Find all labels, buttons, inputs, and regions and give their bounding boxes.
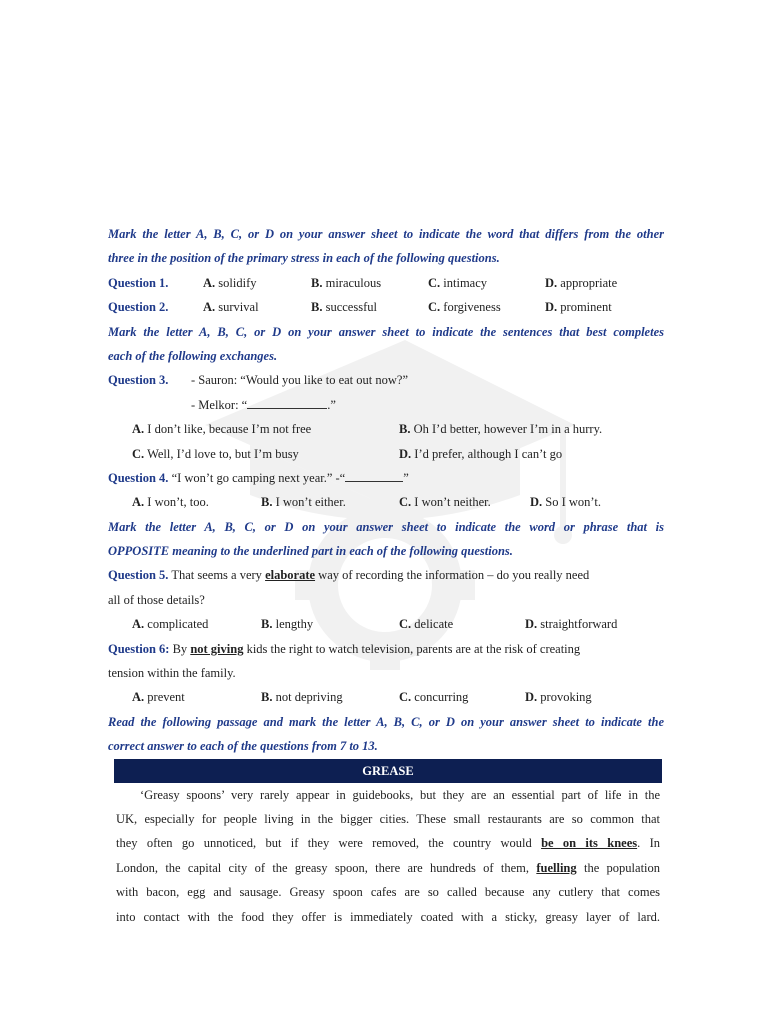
underlined-phrase: not giving xyxy=(190,641,244,656)
opposite-instruction-line2: OPPOSITE meaning to the underlined part in each of the following questions. xyxy=(108,544,513,559)
stress-instruction-line1: Mark the letter A, B, C, or D on your answer sheet to indicate the word that differs from the other xyxy=(108,227,664,241)
question-5-option-d: D. straightforward xyxy=(525,617,618,632)
passage-title-bar: GREASE xyxy=(114,759,662,783)
passage-line-4: London, the capital city of the greasy spoon, there are hundreds of them, fuelling the population xyxy=(116,860,660,875)
question-2-label: Question 2. xyxy=(108,300,169,315)
question-6-option-b: B. not depriving xyxy=(261,690,343,705)
question-4-option-a: A. I won’t, too. xyxy=(132,495,209,510)
question-4-label: Question 4. xyxy=(108,470,169,485)
question-4 xyxy=(108,466,664,490)
question-5: Question 5. That seems a very elaborate way of recording the information – do you really need xyxy=(108,568,590,583)
question-3-dialogue-line2: - Melkor: “ .” xyxy=(191,397,336,412)
question-3-option-c: C. Well, I’d love to, but I’m busy xyxy=(132,446,299,461)
question-5-label: Question 5. xyxy=(108,568,169,583)
question-1-option-c: C. intimacy xyxy=(428,275,488,290)
reading-instruction-line1: Read the following passage and mark the letter A, B, C, or D on your answer sheet to indicate the xyxy=(108,714,664,729)
question-5-line2: all of those details? xyxy=(108,592,205,607)
exchange-instruction-line2: each of the following exchanges. xyxy=(108,348,278,363)
underlined-word: fuelling xyxy=(536,860,577,875)
reading-passage xyxy=(116,783,660,929)
question-5-option-b: B. lengthy xyxy=(261,617,314,632)
question-2-option-c: C. forgiveness xyxy=(428,300,501,315)
underlined-word: elaborate xyxy=(265,568,316,583)
question-3-option-d: D. I’d prefer, although I can’t go xyxy=(399,446,563,461)
question-2-option-a: A. survival xyxy=(203,300,259,315)
question-6-options xyxy=(108,685,664,709)
question-3-option-a: A. I don’t like, because I’m not free xyxy=(132,422,312,437)
question-5-option-a: A. complicated xyxy=(132,617,209,632)
question-1-label: Question 1. xyxy=(108,275,169,290)
exchange-instruction-line1: Mark the letter A, B, C, or D on your answer sheet to indicate the sentences that best completes xyxy=(108,324,664,339)
question-6-option-d: D. provoking xyxy=(525,690,592,705)
underlined-phrase: be on its knees xyxy=(541,836,638,851)
question-3-line2 xyxy=(108,393,664,417)
question-5-option-c: C. delicate xyxy=(399,617,454,632)
question-4-options xyxy=(108,490,664,514)
question-3-options-row1 xyxy=(108,417,664,441)
passage-line-3: they often go unnoticed, but if they were removed, the country would be on its knees. In xyxy=(116,836,660,851)
opposite-instruction-line1: Mark the letter A, B, C, or D on your answer sheet to indicate the word or phrase that is xyxy=(108,519,664,534)
question-2 xyxy=(108,295,664,319)
question-2-option-b: B. successful xyxy=(311,300,377,315)
question-1-option-b: B. miraculous xyxy=(311,275,382,290)
question-4-option-d: D. So I won’t. xyxy=(530,495,601,510)
question-3-options-row2 xyxy=(108,442,664,466)
question-4-option-b: B. I won’t either. xyxy=(261,495,346,510)
question-4-option-c: C. I won’t neither. xyxy=(399,495,491,510)
question-2-option-d: D. prominent xyxy=(545,300,612,315)
passage-line-5: with bacon, egg and sausage. Greasy spoon cafes are so called because any cutlery that comes xyxy=(116,885,660,900)
exam-content xyxy=(108,222,664,929)
question-6-line2: tension within the family. xyxy=(108,666,236,681)
question-3-dialogue-line1: - Sauron: “Would you like to eat out now?” xyxy=(191,373,408,388)
stress-instruction-line2: three in the position of the primary stress in each of the following questions. xyxy=(108,251,500,266)
question-3-label: Question 3. xyxy=(108,373,169,388)
question-3-option-b: B. Oh I’d better, however I’m in a hurry. xyxy=(399,422,603,437)
answer-blank xyxy=(247,396,327,409)
question-3 xyxy=(108,368,664,392)
passage-line-2: UK, especially for people living in the bigger cities. These small restaurants are so common that xyxy=(116,811,660,826)
answer-blank xyxy=(345,469,403,482)
question-1-option-a: A. solidify xyxy=(203,275,257,290)
passage-line-6: into contact with the food they offer is immediately coated with a sticky, greasy layer of lard. xyxy=(116,909,660,924)
question-6-label: Question 6: xyxy=(108,641,170,656)
question-6-option-c: C. concurring xyxy=(399,690,469,705)
question-6-option-a: A. prevent xyxy=(132,690,185,705)
question-6: Question 6: By not giving kids the right to watch television, parents are at the risk of creating xyxy=(108,641,581,656)
question-5-options xyxy=(108,612,664,636)
passage-line-1: ‘Greasy spoons’ very rarely appear in guidebooks, but they are an essential part of life in the xyxy=(140,787,660,802)
question-1 xyxy=(108,271,664,295)
question-4-text: “I won’t go camping next year.” -“ ” xyxy=(171,470,409,485)
question-1-option-d: D. appropriate xyxy=(545,275,618,290)
reading-instruction-line2: correct answer to each of the questions from 7 to 13. xyxy=(108,739,378,754)
